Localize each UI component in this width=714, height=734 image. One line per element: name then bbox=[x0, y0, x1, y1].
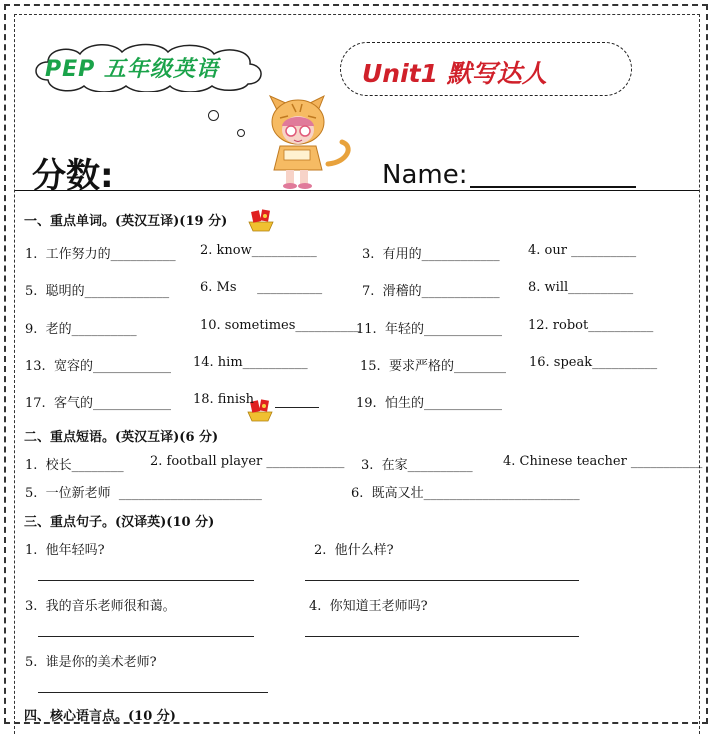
vocab-item: 2. know__________ bbox=[200, 243, 317, 258]
vocab-item: 3. 有用的____________ bbox=[362, 247, 500, 262]
vocab-item: 19. 怕生的____________ bbox=[356, 396, 502, 411]
cat-girl-illustration bbox=[262, 86, 352, 190]
section-3-title: 三、重点句子。(汉译英)(10 分) bbox=[24, 515, 215, 530]
answer-line[interactable] bbox=[38, 580, 254, 581]
phrase-item: 4. Chinese teacher ___________ bbox=[503, 454, 703, 469]
name-label: Name: bbox=[382, 160, 468, 190]
vocab-item: 6. Ms __________ bbox=[200, 280, 323, 295]
vocab-item: 5. 聪明的_____________ bbox=[25, 284, 170, 299]
vocab-item: 10. sometimes__________ bbox=[200, 318, 361, 333]
vocab-item: 15. 要求严格的________ bbox=[360, 359, 506, 374]
section-2-title: 二、重点短语。(英汉互译)(6 分) bbox=[24, 430, 219, 445]
cloud-title: PEP 五年级英语 bbox=[45, 57, 219, 82]
answer-line[interactable] bbox=[305, 636, 579, 637]
phrase-item: 1. 校长________ bbox=[25, 458, 124, 473]
sentence-item: 4. 你知道王老师吗? bbox=[309, 599, 428, 614]
score-label: 分数: bbox=[32, 156, 114, 196]
thought-bubble-small bbox=[208, 110, 219, 121]
section-1-title: 一、重点单词。(英汉互译)(19 分) bbox=[24, 214, 228, 229]
vocab-item: 4. our __________ bbox=[528, 243, 637, 258]
sentence-item: 1. 他年轻吗? bbox=[25, 543, 105, 558]
thought-bubble-tiny bbox=[237, 129, 245, 137]
inner-dashed-border bbox=[14, 14, 703, 734]
sentence-item: 5. 谁是你的美术老师? bbox=[25, 655, 157, 670]
vocab-item: 11. 年轻的____________ bbox=[356, 322, 502, 337]
answer-blank[interactable] bbox=[275, 407, 319, 408]
sentence-item: 2. 他什么样? bbox=[314, 543, 394, 558]
unit-title: Unit1 默写达人 bbox=[362, 59, 547, 88]
phrase-item: 3. 在家__________ bbox=[361, 458, 473, 473]
vocab-item: 9. 老的__________ bbox=[25, 322, 137, 337]
vocab-item: 1. 工作努力的__________ bbox=[25, 247, 176, 262]
phrase-item: 5. 一位新老师 ______________________ bbox=[25, 486, 262, 501]
sentence-item: 3. 我的音乐老师很和蔼。 bbox=[25, 599, 176, 614]
vocab-item: 13. 宽容的____________ bbox=[25, 359, 171, 374]
phrase-item: 2. football player ____________ bbox=[150, 454, 345, 469]
vocab-item: 14. him__________ bbox=[193, 355, 308, 370]
answer-line[interactable] bbox=[38, 692, 268, 693]
vocab-item: 7. 滑稽的____________ bbox=[362, 284, 500, 299]
vocab-item: 8. will__________ bbox=[528, 280, 634, 295]
vocab-item: 18. finish bbox=[193, 392, 255, 407]
answer-line[interactable] bbox=[38, 636, 254, 637]
section-4-title: 四、核心语言点。(10 分) bbox=[24, 709, 176, 724]
answer-line[interactable] bbox=[305, 580, 579, 581]
header-divider bbox=[15, 190, 699, 191]
vocab-item: 16. speak__________ bbox=[529, 355, 658, 370]
name-blank-line[interactable] bbox=[470, 186, 636, 188]
phrase-item: 6. 既高又壮________________________ bbox=[351, 486, 580, 501]
red-envelope-icon bbox=[246, 208, 276, 232]
vocab-item: 17. 客气的____________ bbox=[25, 396, 171, 411]
vocab-item: 12. robot__________ bbox=[528, 318, 654, 333]
